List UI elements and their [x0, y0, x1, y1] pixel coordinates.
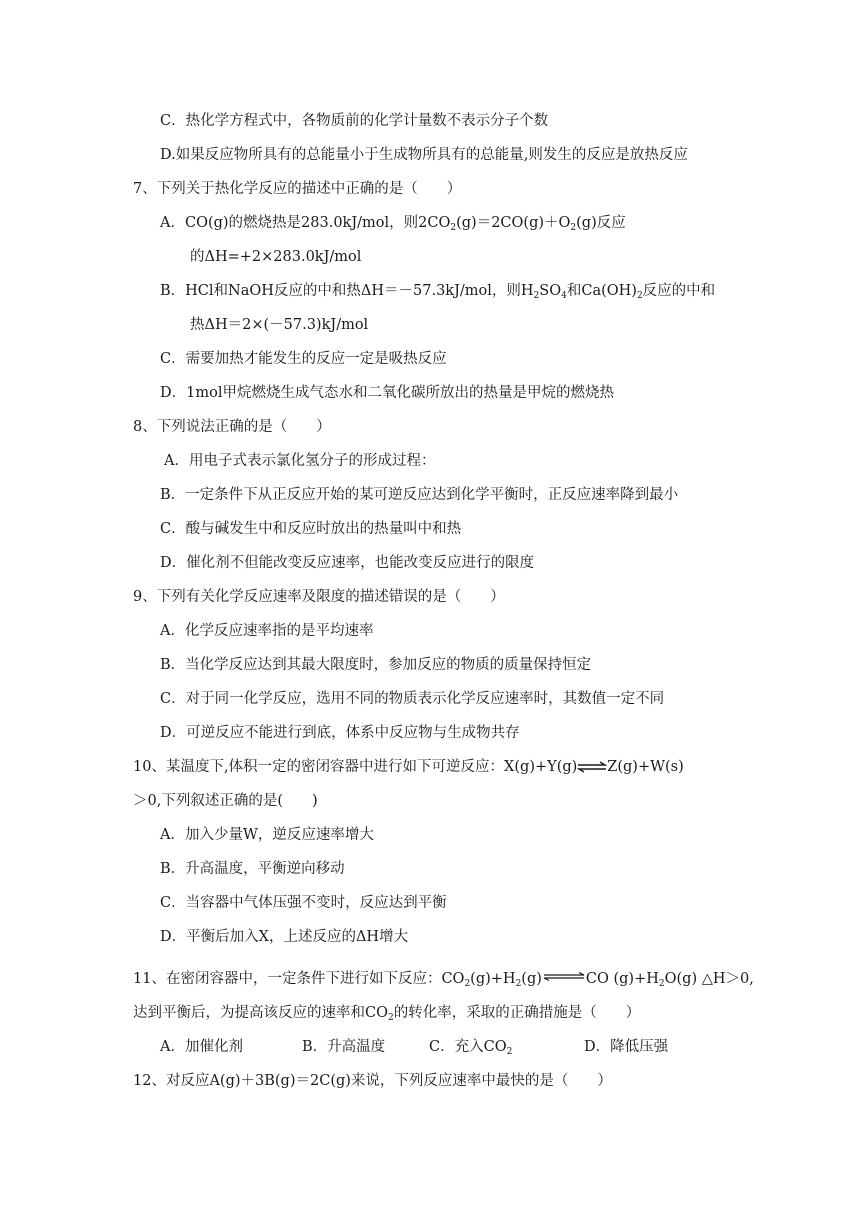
q10-option-b: B．升高温度，平衡逆向移动 — [160, 861, 345, 877]
q8-option-d: D．催化剂不但能改变反应速率，也能改变反应进行的限度 — [160, 555, 535, 571]
q7-option-d: D．1mol甲烷燃烧生成气态水和二氧化碳所放出的热量是甲烷的燃烧热 — [160, 385, 614, 401]
q10-stem-line2: ＞0,下列叙述正确的是( ) — [133, 793, 318, 809]
q10-option-c: C．当容器中气体压强不变时，反应达到平衡 — [160, 895, 447, 911]
q7-option-a-line1: A．CO(g)的燃烧热是283.0kJ/mol，则$2CO_2(g)=2CO(g)+O_2(g)$反应 — [160, 215, 626, 233]
q11-stem-line1: 11、在密闭容器中，一定条件下进行如下反应：$CO_2(g)+H_2(g)$ CO $(g)+H_2O(g)$ △H＞0, — [133, 971, 754, 989]
equilibrium-arrow-icon — [577, 761, 607, 773]
q9-option-c: C．对于同一化学反应，选用不同的物质表示化学反应速率时，其数值一定不同 — [160, 691, 665, 707]
q8-stem: 8、下列说法正确的是（ ） — [133, 419, 331, 435]
q11-option-a: A．加催化剂 — [160, 1039, 243, 1055]
q9-option-b: B．当化学反应达到其最大限度时，参加反应的物质的质量保持恒定 — [160, 657, 592, 673]
q11-option-c: C．充入$CO_2$ — [429, 1039, 513, 1057]
q6-option-c: C．热化学方程式中，各物质前的化学计量数不表示分子个数 — [160, 113, 549, 129]
q10-option-a: A．加入少量W，逆反应速率增大 — [160, 827, 374, 843]
q10-option-d: D．平衡后加入X，上述反应的ΔH增大 — [160, 929, 409, 945]
q7-option-b-line1: B．HCl和NaOH反应的中和热ΔH＝－57.3kJ/mol，则$H_2SO_4$和$Ca(OH)_2$反应的中和 — [160, 283, 716, 301]
q9-option-d: D．可逆反应不能进行到底，体系中反应物与生成物共存 — [160, 725, 520, 741]
q7-option-b-line2: 热ΔH＝2×(－57.3)kJ/mol — [190, 317, 369, 333]
q7-stem: 7、下列关于热化学反应的描述中正确的是（ ） — [133, 181, 462, 197]
q7-option-a-line2: 的ΔH=+2×283.0kJ/mol — [190, 249, 362, 265]
q6-option-d: D.如果反应物所具有的总能量小于生成物所具有的总能量,则发生的反应是放热反应 — [160, 147, 688, 163]
q8-option-c: C．酸与碱发生中和反应时放出的热量叫中和热 — [160, 521, 462, 537]
q9-stem: 9、下列有关化学反应速率及限度的描述错误的是（ ） — [133, 589, 505, 605]
equilibrium-arrow-icon — [542, 972, 586, 986]
q9-option-a: A．化学反应速率指的是平均速率 — [160, 623, 374, 639]
q8-option-a: A．用电子式表示氯化氢分子的形成过程： — [164, 453, 436, 469]
q8-option-b: B．一定条件下从正反应开始的某可逆反应达到化学平衡时，正反应速率降到最小 — [160, 487, 679, 503]
q12-stem: 12、对反应A(g)＋3B(g)＝2C(g)来说，下列反应速率中最快的是（ ） — [133, 1073, 612, 1089]
q11-option-d: D．降低压强 — [584, 1039, 669, 1055]
q11-stem-line2: 达到平衡后，为提高该反应的速率和$CO_2$的转化率，采取的正确措施是（ ） — [133, 1005, 641, 1023]
q7-option-c: C．需要加热才能发生的反应一定是吸热反应 — [160, 351, 447, 367]
q11-options — [160, 1037, 668, 1057]
q10-stem-line1: 10、某温度下,体积一定的密闭容器中进行如下可逆反应：X(g)+Y(g) Z(g)+W(s) — [133, 759, 684, 775]
q11-option-b: B．升高温度 — [302, 1039, 386, 1055]
